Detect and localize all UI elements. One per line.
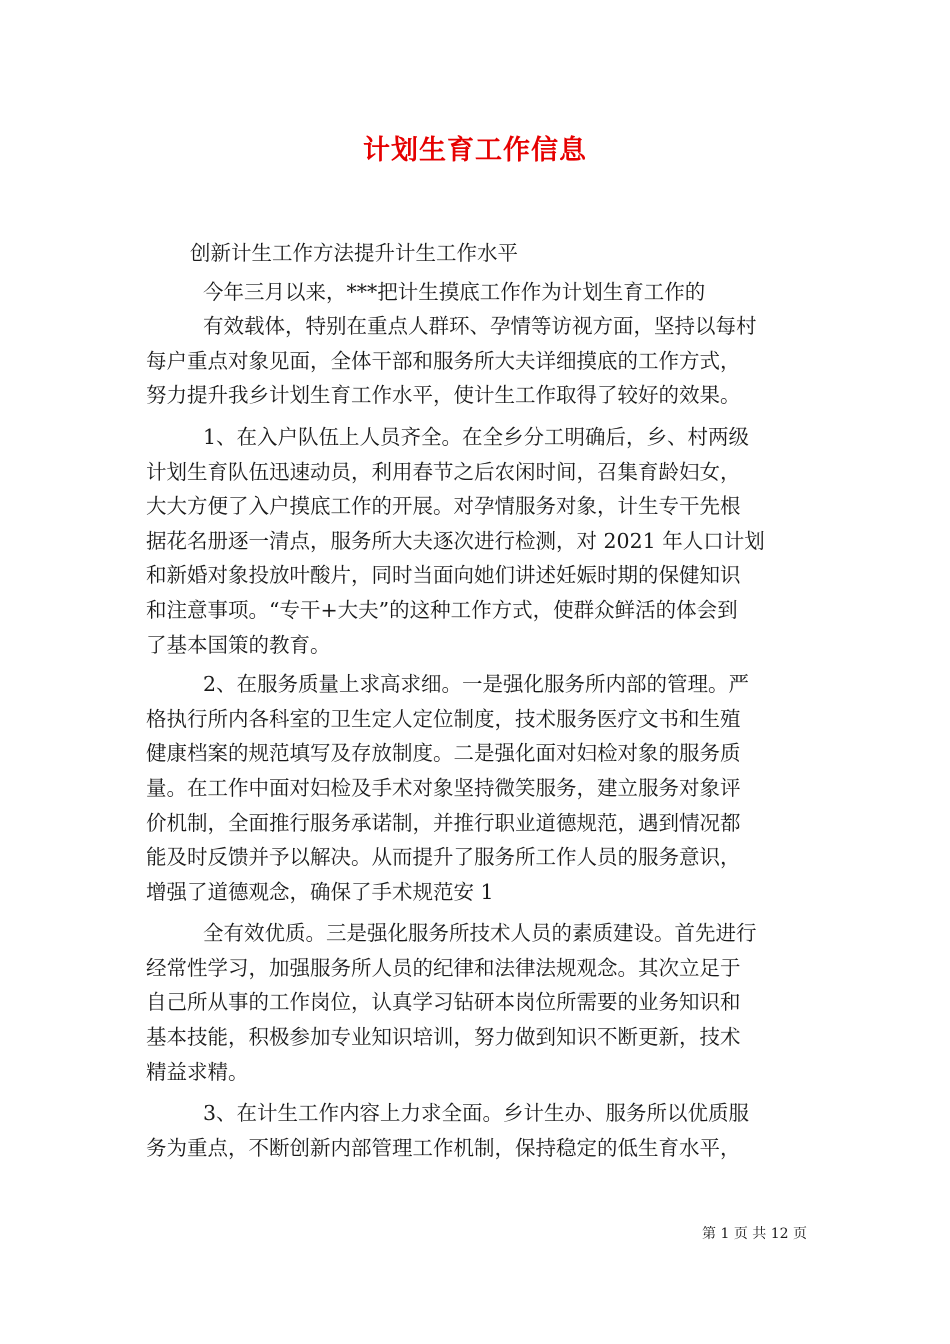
text-line: 据花名册逐一清点，服务所大夫逐次进行检测，对 2021 年人口计划 bbox=[146, 528, 765, 553]
text-line: 有效载体，特别在重点人群环、孕情等访视方面，坚持以每村 bbox=[203, 314, 757, 339]
text-line: 价机制，全面推行服务承诺制，并推行职业道德规范，遇到情况都 bbox=[146, 810, 741, 835]
page-title: 计划生育工作信息 bbox=[363, 135, 587, 166]
text-line: 基本技能，积极参加专业知识培训，努力做到知识不断更新，技术 bbox=[146, 1025, 741, 1050]
text-line: 大大方便了入户摸底工作的开展。对孕情服务对象，计生专干先根 bbox=[146, 494, 741, 519]
text-line: 和新婚对象投放叶酸片，同时当面向她们讲述妊娠时期的保健知识 bbox=[146, 563, 741, 588]
text-line: 健康档案的规范填写及存放制度。二是强化面对妇检对象的服务质 bbox=[146, 741, 741, 766]
text-line: 每户重点对象见面，全体干部和服务所大夫详细摸底的工作方式， bbox=[146, 348, 741, 373]
text-line: 计划生育队伍迅速动员，利用春节之后农闲时间，召集育龄妇女， bbox=[146, 459, 741, 484]
text-line: 增强了道德观念，确保了手术规范安 1 bbox=[146, 879, 494, 904]
text-line: 3、在计生工作内容上力求全面。乡计生办、服务所以优质服 bbox=[203, 1101, 750, 1126]
text-line: 量。在工作中面对妇检及手术对象坚持微笑服务，建立服务对象评 bbox=[146, 775, 741, 800]
text-line: 了基本国策的教育。 bbox=[146, 632, 331, 657]
text-line: 努力提升我乡计划生育工作水平，使计生工作取得了较好的效果。 bbox=[146, 383, 741, 408]
text-line: 今年三月以来，***把计生摸底工作作为计划生育工作的 bbox=[203, 279, 706, 304]
text-line: 创新计生工作方法提升计生工作水平 bbox=[190, 241, 518, 265]
text-line: 自己所从事的工作岗位，认真学习钻研本岗位所需要的业务知识和 bbox=[146, 990, 741, 1015]
text-line: 经常性学习，加强服务所人员的纪律和法律法规观念。其次立足于 bbox=[146, 955, 741, 980]
text-line: 和注意事项。“专干+大夫”的这种工作方式，使群众鲜活的体会到 bbox=[146, 597, 738, 622]
text-line: 格执行所内各科室的卫生定人定位制度，技术服务医疗文书和生殖 bbox=[146, 706, 741, 731]
document-body bbox=[146, 236, 806, 1165]
text-line: 1、在入户队伍上人员齐全。在全乡分工明确后，乡、村两级 bbox=[203, 424, 750, 449]
page-number-footer: 第 1 页 共 12 页 bbox=[702, 1226, 807, 1242]
text-line: 能及时反馈并予以解决。从而提升了服务所工作人员的服务意识， bbox=[146, 845, 741, 870]
text-line: 2、在服务质量上求高求细。一是强化服务所内部的管理。严 bbox=[203, 672, 750, 697]
text-line: 全有效优质。三是强化服务所技术人员的素质建设。首先进行 bbox=[203, 921, 757, 946]
text-line: 精益求精。 bbox=[146, 1059, 249, 1084]
text-line: 务为重点，不断创新内部管理工作机制，保持稳定的低生育水平， bbox=[146, 1135, 741, 1160]
